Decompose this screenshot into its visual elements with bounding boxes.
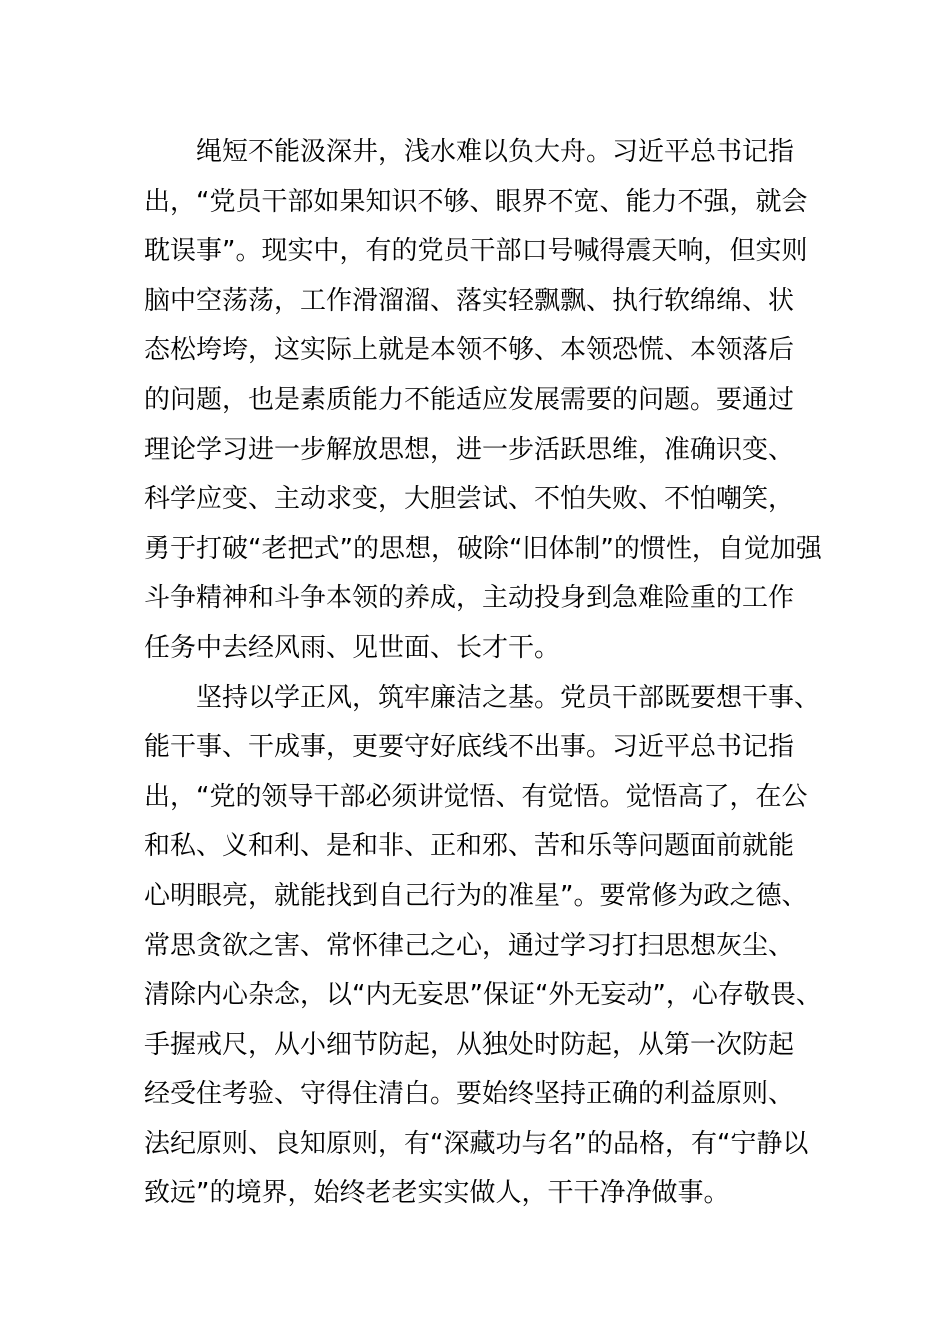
paragraph-2 xyxy=(144,674,824,1220)
text-line: 坚持以学正风，筑牢廉洁之基。党员干部既要想干事、 xyxy=(196,682,821,713)
text-line: 理论学习进一步解放思想，进一步活跃思维，准确识变、 xyxy=(144,434,795,465)
text-line: 出，“党员干部如果知识不够、眼界不宽、能力不强，就会 xyxy=(144,186,808,217)
text-line: 经受住考验、守得住清白。要始终坚持正确的利益原则、 xyxy=(144,1079,795,1110)
text-line: 能干事、干成事，更要守好底线不出事。习近平总书记指 xyxy=(144,732,795,763)
text-line: 的问题，也是素质能力不能适应发展需要的问题。要通过 xyxy=(144,384,795,415)
text-line: 出，“党的领导干部必须讲觉悟、有觉悟。觉悟高了，在公 xyxy=(144,781,808,812)
text-line: 任务中去经风雨、见世面、长才干。 xyxy=(144,632,561,663)
body-text xyxy=(144,128,824,1219)
text-line: 科学应变、主动求变，大胆尝试、不怕失败、不怕嘲笑， xyxy=(144,484,795,515)
text-line: 耽误事”。现实中，有的党员干部口号喊得震天响，但实则 xyxy=(144,236,808,267)
text-line: 斗争精神和斗争本领的养成，主动投身到急难险重的工作 xyxy=(144,583,795,614)
text-line: 致远”的境界，始终老老实实做人，干干净净做事。 xyxy=(144,1178,730,1209)
paragraph-1 xyxy=(144,128,824,674)
text-line: 常思贪欲之害、常怀律己之心，通过学习打扫思想灰尘、 xyxy=(144,930,795,961)
text-line: 脑中空荡荡，工作滑溜溜、落实轻飘飘、执行软绵绵、状 xyxy=(144,285,795,316)
text-line: 和私、义和利、是和非、正和邪、苦和乐等问题面前就能 xyxy=(144,831,795,862)
text-line: 态松垮垮，这实际上就是本领不够、本领恐慌、本领落后 xyxy=(144,335,795,366)
text-line: 手握戒尺，从小细节防起，从独处时防起，从第一次防起 xyxy=(144,1029,795,1060)
text-line: 清除内心杂念，以“内无妄思”保证“外无妄动”，心存敬畏、 xyxy=(144,980,822,1011)
text-line: 勇于打破“老把式”的思想，破除“旧体制”的惯性，自觉加强 xyxy=(144,533,822,564)
text-line: 心明眼亮，就能找到自己行为的准星”。要常修为政之德、 xyxy=(144,880,808,911)
text-line: 绳短不能汲深井，浅水难以负大舟。习近平总书记指 xyxy=(196,137,795,167)
text-line: 法纪原则、良知原则，有“深藏功与名”的品格，有“宁静以 xyxy=(144,1128,809,1159)
